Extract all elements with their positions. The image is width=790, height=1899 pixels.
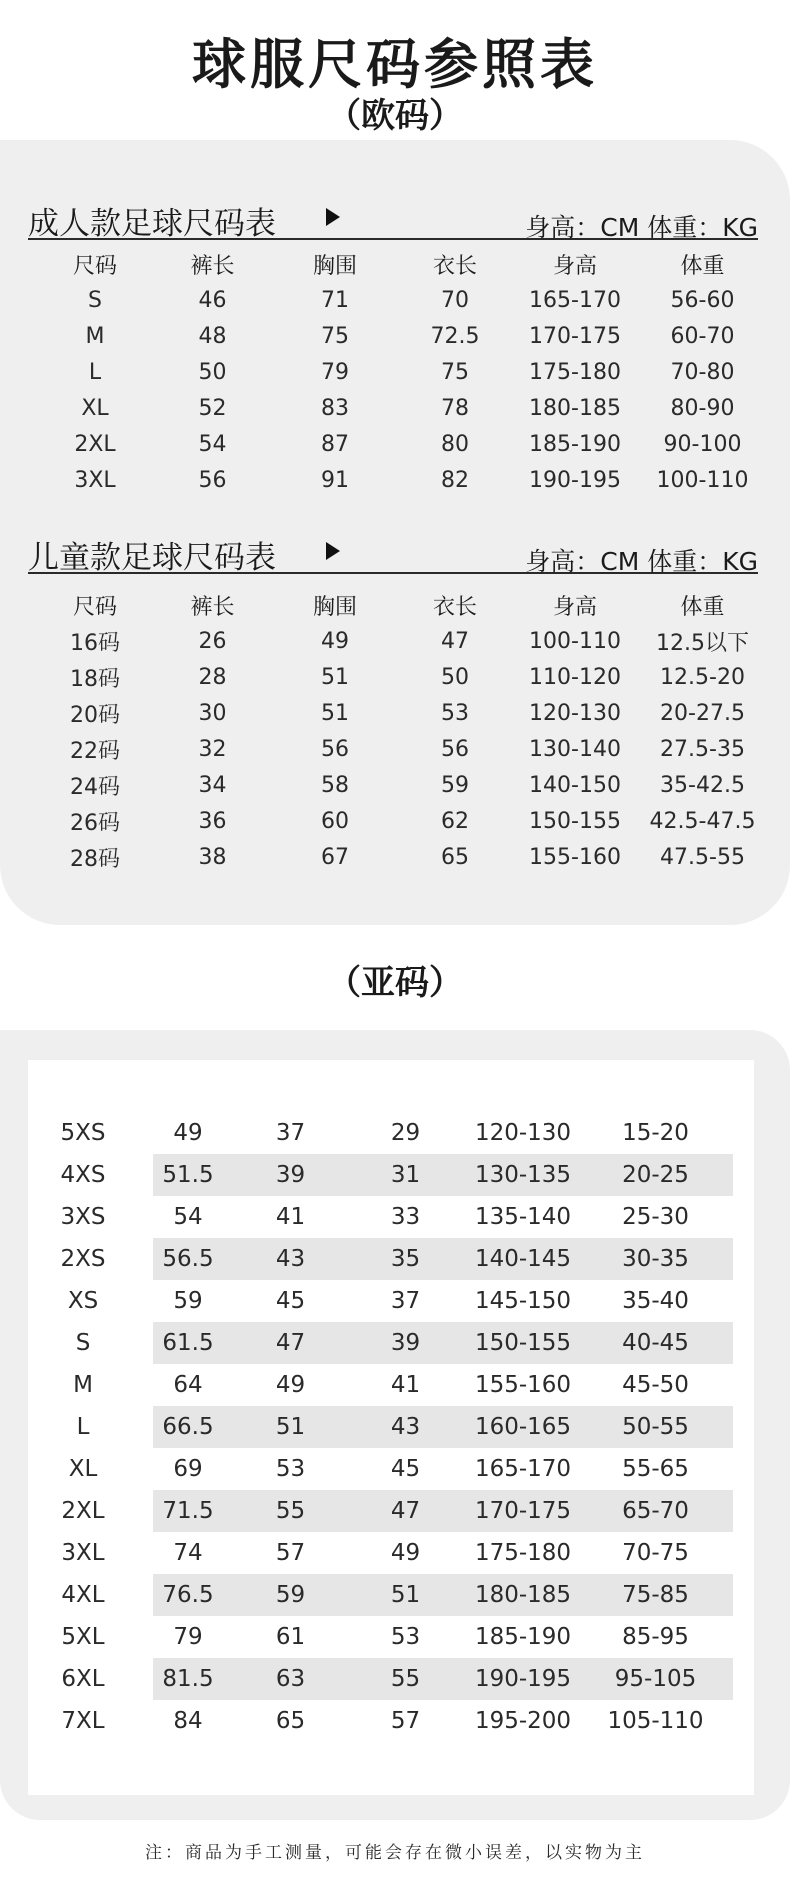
cell: 40-45 [622, 1330, 689, 1356]
cell: 57 [390, 1708, 421, 1734]
table-row [28, 1196, 754, 1238]
cell: 56 [198, 467, 227, 493]
cell: 150-155 [474, 1330, 572, 1356]
cell: M [85, 323, 105, 349]
cell: 140-145 [474, 1246, 572, 1272]
cell: 22码 [70, 738, 120, 764]
table-row [40, 659, 780, 695]
cell: 30-35 [622, 1246, 689, 1272]
cell: 20-25 [622, 1162, 689, 1188]
table-row [40, 767, 780, 803]
cell: 53 [390, 1624, 421, 1650]
cell: M [73, 1372, 93, 1398]
cell: 79 [321, 359, 349, 385]
cell: 56.5 [162, 1246, 214, 1272]
cell: 35-40 [622, 1288, 689, 1314]
cell: 140-150 [529, 772, 621, 798]
table-row [40, 695, 780, 731]
cell: 62 [441, 808, 469, 834]
table-row [40, 462, 780, 498]
cell: 26码 [70, 810, 120, 836]
table-row [40, 282, 780, 318]
cell: 37 [275, 1120, 306, 1146]
cell: 56 [441, 736, 469, 762]
cell: 76.5 [162, 1582, 214, 1608]
cell: S [88, 287, 102, 313]
cell: 25-30 [622, 1204, 689, 1230]
cell: 39 [275, 1162, 306, 1188]
header-cell: 胸围 [312, 253, 357, 279]
header-cell: 尺码 [72, 253, 117, 279]
table-row [28, 1406, 754, 1448]
cell: 50 [198, 359, 227, 385]
table-row [40, 354, 780, 390]
cell: 105-110 [607, 1708, 704, 1734]
cell: 65 [441, 844, 469, 870]
play-triangle-icon [326, 542, 340, 560]
cell: 80-90 [670, 395, 735, 421]
cell: 59 [275, 1582, 306, 1608]
asia-size-label: （亚码） [327, 963, 463, 1003]
table-row [40, 390, 780, 426]
table-row [28, 1238, 754, 1280]
cell: 75 [321, 323, 349, 349]
cell: 60 [321, 808, 349, 834]
page-title: 球服尺码参照表 [192, 33, 598, 96]
cell: 91 [321, 467, 349, 493]
cell: 41 [390, 1372, 421, 1398]
cell: 59 [441, 772, 469, 798]
cell: 49 [321, 628, 349, 654]
table-row [28, 1154, 754, 1196]
cell: 85-95 [622, 1624, 689, 1650]
cell: XL [68, 1456, 98, 1482]
cell: 190-195 [474, 1666, 572, 1692]
cell: 5XL [61, 1624, 105, 1650]
table-row [40, 731, 780, 767]
cell: 165-170 [529, 287, 621, 313]
cell: 70 [441, 287, 469, 313]
cell: 120-130 [529, 700, 621, 726]
cell: L [76, 1414, 90, 1440]
cell: 5XS [60, 1120, 106, 1146]
asia-table-card [28, 1060, 754, 1795]
cell: 190-195 [529, 467, 621, 493]
table-header-row [40, 587, 780, 623]
cell: 48 [198, 323, 227, 349]
cell: 51 [321, 664, 349, 690]
cell: 58 [321, 772, 349, 798]
cell: 35-42.5 [660, 772, 745, 798]
cell: 43 [275, 1246, 306, 1272]
cell: 69 [173, 1456, 203, 1482]
cell: 95-105 [614, 1666, 697, 1692]
cell: 145-150 [474, 1288, 572, 1314]
cell: 155-160 [529, 844, 621, 870]
header-cell: 衣长 [432, 253, 477, 279]
cell: 3XL [61, 1540, 105, 1566]
table-row [28, 1658, 754, 1700]
cell: 49 [275, 1372, 306, 1398]
cell: 100-110 [656, 467, 749, 493]
cell: 195-200 [474, 1708, 572, 1734]
cell: 100-110 [529, 628, 621, 654]
cell: 28 [198, 664, 227, 690]
table-row [28, 1616, 754, 1658]
cell: 35 [390, 1246, 421, 1272]
cell: 2XS [60, 1246, 106, 1272]
cell: 59 [173, 1288, 203, 1314]
cell: 51 [275, 1414, 306, 1440]
cell: 55 [390, 1666, 421, 1692]
cell: 80 [441, 431, 469, 457]
cell: XS [67, 1288, 99, 1314]
cell: 74 [173, 1540, 203, 1566]
table-row [40, 318, 780, 354]
cell: 53 [275, 1456, 306, 1482]
cell: 51 [321, 700, 349, 726]
header-cell: 体重 [680, 594, 725, 620]
cell: 26 [198, 628, 227, 654]
cell: 16码 [70, 630, 120, 656]
cell: 83 [321, 395, 349, 421]
cell: 53 [441, 700, 469, 726]
cell: 20-27.5 [660, 700, 745, 726]
cell: 170-175 [529, 323, 621, 349]
table-row [28, 1448, 754, 1490]
table-row [28, 1364, 754, 1406]
cell: 71 [321, 287, 349, 313]
cell: 20码 [70, 702, 120, 728]
play-triangle-icon [326, 208, 340, 226]
cell: 150-155 [529, 808, 621, 834]
cell: 175-180 [529, 359, 621, 385]
cell: 2XL [74, 431, 116, 457]
table-row [28, 1700, 754, 1742]
cell: 39 [390, 1330, 421, 1356]
footer-note: 注：商品为手工测量，可能会存在微小误差，以实物为主 [145, 1843, 645, 1863]
cell: 18码 [70, 666, 120, 692]
cell: 12.5-20 [660, 664, 745, 690]
table-header-row [40, 246, 780, 282]
cell: L [88, 359, 102, 385]
cell: 47 [390, 1498, 421, 1524]
table-row [28, 1322, 754, 1364]
cell: 82 [441, 467, 469, 493]
cell: 30 [198, 700, 227, 726]
cell: 38 [198, 844, 227, 870]
cell: 2XL [61, 1498, 105, 1524]
cell: 46 [198, 287, 227, 313]
cell: 54 [173, 1204, 203, 1230]
cell: 64 [173, 1372, 203, 1398]
header-cell: 裤长 [190, 594, 235, 620]
cell: 12.5以下 [656, 630, 749, 656]
cell: 36 [198, 808, 227, 834]
cell: 47.5-55 [660, 844, 745, 870]
kids-size-table [40, 587, 780, 875]
adult-units-note: 身高：CM 体重：KG [525, 213, 758, 242]
header-cell: 裤长 [190, 253, 235, 279]
cell: 27.5-35 [660, 736, 745, 762]
cell: 175-180 [474, 1540, 572, 1566]
cell: 47 [441, 628, 469, 654]
cell: 75-85 [622, 1582, 689, 1608]
cell: 51.5 [162, 1162, 214, 1188]
cell: 45 [275, 1288, 306, 1314]
cell: 3XS [60, 1204, 106, 1230]
cell: 50 [441, 664, 469, 690]
kids-units-note: 身高：CM 体重：KG [525, 547, 758, 576]
kids-section-header [28, 532, 758, 574]
cell: 49 [390, 1540, 421, 1566]
cell: 67 [321, 844, 349, 870]
cell: 110-120 [529, 664, 621, 690]
cell: 31 [390, 1162, 421, 1188]
cell: 84 [173, 1708, 203, 1734]
table-row [28, 1532, 754, 1574]
cell: 180-185 [474, 1582, 572, 1608]
cell: 24码 [70, 774, 120, 800]
header-cell: 尺码 [72, 594, 117, 620]
cell: 60-70 [670, 323, 735, 349]
cell: 170-175 [474, 1498, 572, 1524]
cell: XL [81, 395, 109, 421]
adult-size-table [40, 246, 780, 498]
cell: 90-100 [663, 431, 742, 457]
cell: 56-60 [670, 287, 735, 313]
cell: 28码 [70, 846, 120, 872]
cell: 55 [275, 1498, 306, 1524]
cell: 55-65 [622, 1456, 689, 1482]
table-row [28, 1490, 754, 1532]
cell: 49 [173, 1120, 203, 1146]
cell: 66.5 [162, 1414, 214, 1440]
cell: 130-140 [529, 736, 621, 762]
table-row [40, 803, 780, 839]
header-cell: 身高 [552, 594, 597, 620]
cell: 180-185 [529, 395, 621, 421]
cell: 61 [275, 1624, 306, 1650]
cell: 4XS [60, 1162, 106, 1188]
cell: 54 [198, 431, 227, 457]
cell: 43 [390, 1414, 421, 1440]
eu-size-label: （欧码） [327, 96, 463, 136]
cell: 87 [321, 431, 349, 457]
adult-section-header [28, 198, 758, 240]
cell: S [75, 1330, 91, 1356]
cell: 81.5 [162, 1666, 214, 1692]
cell: 51 [390, 1582, 421, 1608]
cell: 34 [198, 772, 227, 798]
table-row [28, 1574, 754, 1616]
cell: 120-130 [474, 1120, 572, 1146]
header-cell: 身高 [552, 253, 597, 279]
cell: 165-170 [474, 1456, 572, 1482]
cell: 75 [441, 359, 469, 385]
cell: 47 [275, 1330, 306, 1356]
kids-section-title: 儿童款足球尺码表 [28, 540, 276, 576]
cell: 45-50 [622, 1372, 689, 1398]
cell: 52 [198, 395, 227, 421]
header-cell: 体重 [680, 253, 725, 279]
cell: 7XL [61, 1708, 105, 1734]
cell: 160-165 [474, 1414, 572, 1440]
table-row [40, 426, 780, 462]
cell: 185-190 [529, 431, 621, 457]
cell: 32 [198, 736, 227, 762]
header-cell: 胸围 [312, 594, 357, 620]
cell: 56 [321, 736, 349, 762]
table-row [28, 1112, 754, 1154]
cell: 65 [275, 1708, 306, 1734]
cell: 57 [275, 1540, 306, 1566]
cell: 65-70 [622, 1498, 689, 1524]
table-row [40, 839, 780, 875]
cell: 61.5 [162, 1330, 214, 1356]
cell: 63 [275, 1666, 306, 1692]
asia-size-table [28, 1112, 754, 1742]
cell: 78 [441, 395, 469, 421]
cell: 71.5 [162, 1498, 214, 1524]
cell: 4XL [61, 1582, 105, 1608]
header-cell: 衣长 [432, 594, 477, 620]
cell: 50-55 [622, 1414, 689, 1440]
cell: 42.5-47.5 [649, 808, 756, 834]
eu-size-panel [0, 140, 790, 925]
cell: 15-20 [622, 1120, 689, 1146]
adult-section-title: 成人款足球尺码表 [28, 206, 276, 242]
cell: 79 [173, 1624, 203, 1650]
table-row [40, 623, 780, 659]
cell: 3XL [74, 467, 116, 493]
asia-size-panel [0, 1030, 790, 1820]
cell: 185-190 [474, 1624, 572, 1650]
cell: 155-160 [474, 1372, 572, 1398]
table-row [28, 1280, 754, 1322]
cell: 130-135 [474, 1162, 572, 1188]
cell: 37 [390, 1288, 421, 1314]
cell: 41 [275, 1204, 306, 1230]
cell: 6XL [61, 1666, 105, 1692]
cell: 29 [390, 1120, 421, 1146]
cell: 33 [390, 1204, 421, 1230]
cell: 45 [390, 1456, 421, 1482]
cell: 70-75 [622, 1540, 689, 1566]
cell: 72.5 [430, 323, 480, 349]
cell: 70-80 [670, 359, 735, 385]
cell: 135-140 [474, 1204, 572, 1230]
